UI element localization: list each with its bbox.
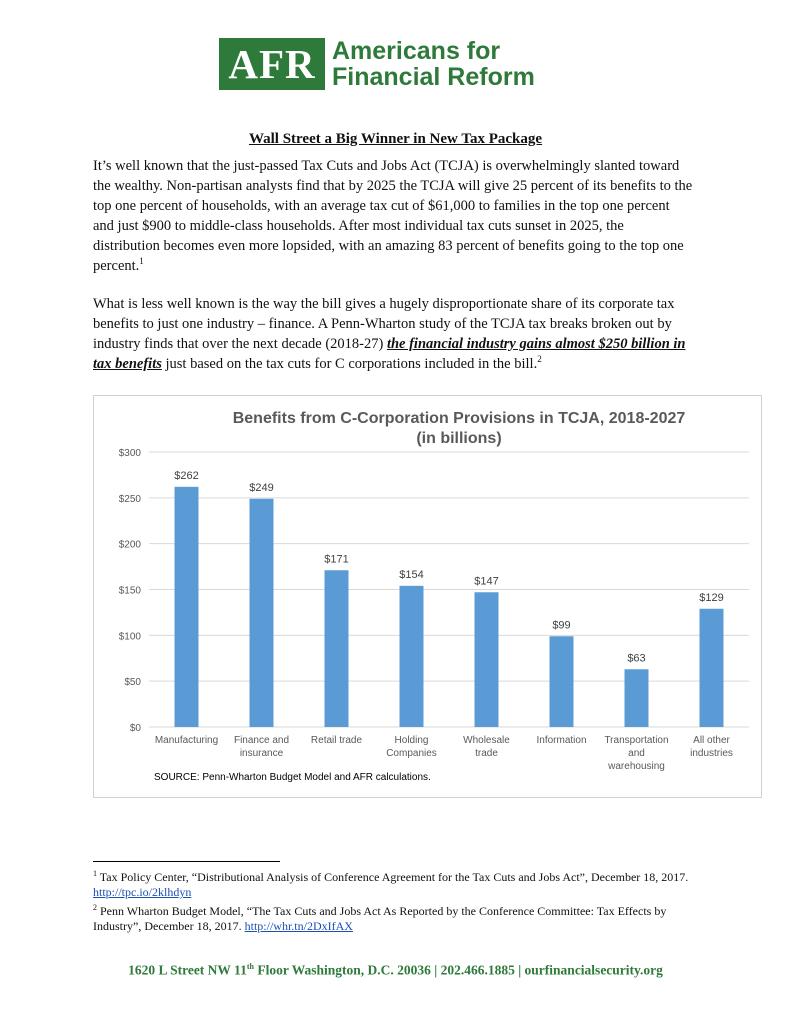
bar-value-label: $63 [627, 652, 646, 665]
document-title: Wall Street a Big Winner in New Tax Package [248, 131, 543, 147]
intro-paragraph [93, 156, 693, 276]
x-tick-label: Companies [386, 748, 437, 759]
chart-canvas [94, 396, 761, 797]
bar [475, 592, 499, 727]
bar [325, 570, 349, 727]
x-tick-label: insurance [239, 748, 284, 759]
footnote-1-link[interactable]: http://tpc.io/2klhdyn [93, 885, 192, 899]
footnote-2-link[interactable]: http://whr.tn/2DxIfAX [244, 919, 353, 933]
x-tick-label: Transportation [604, 735, 669, 746]
y-tick-label: $200 [118, 539, 141, 551]
bar-value-label: $262 [174, 469, 199, 482]
x-tick-label: Holding [394, 735, 429, 746]
x-tick-label: Information [536, 735, 587, 746]
footer-address-end: Floor Washington, D.C. 20036 | 202.466.1885 | ourfinancialsecurity.org [253, 962, 663, 978]
chart-subtitle: (in billions) [416, 430, 502, 447]
x-tick-label: All other [693, 735, 730, 746]
chart-source-note: SOURCE: Penn-Wharton Budget Model and AFR calculations. [154, 772, 431, 783]
footer-address-start: 1620 L Street NW 11 [128, 962, 247, 978]
x-tick-label: Retail trade [310, 735, 363, 746]
logo-text-line2: Financial Reform [332, 63, 535, 91]
logo-text-line1: Americans for [332, 37, 501, 65]
bar [550, 636, 574, 727]
x-tick-label: warehousing [608, 761, 665, 772]
afr-logo-mark: AFR [219, 38, 325, 90]
x-tick-label: Wholesale [463, 735, 510, 746]
footnote-ref-1[interactable]: 1 [139, 256, 144, 267]
bar-value-label: $129 [699, 591, 724, 604]
footer-ordinal: th [246, 962, 254, 971]
footnote-2-number: 2 [93, 903, 97, 912]
bar-value-label: $171 [324, 553, 349, 566]
bar-value-label: $99 [552, 619, 571, 632]
x-tick-label: Manufacturing [154, 735, 219, 746]
bar [250, 499, 274, 727]
bar [400, 586, 424, 727]
intro-paragraph-text: It’s well known that the just-passed Tax Cuts and Jobs Act (TCJA) is overwhelmingly slanted toward the wealthy. Non-partisan analysts find that by 2025 the TCJA will give 25 percent of its benefits to the top one percent of households, with an average tax cut of $61,000 to families in the top one percent and just $900 to middle-class households. After most individual tax cuts sunset in 2025, the distribution becomes even more lopsided, with an amazing 83 percent of benefits going to the top one percent. [93, 158, 693, 274]
y-tick-label: $300 [118, 448, 141, 459]
x-tick-label: industries [690, 748, 733, 759]
y-tick-label: $100 [118, 631, 141, 643]
bar [625, 669, 649, 727]
x-tick-label: trade [475, 748, 498, 759]
footnote-ref-2[interactable]: 2 [537, 354, 542, 365]
y-tick-label: $0 [129, 723, 141, 734]
finance-paragraph [93, 294, 693, 374]
finance-paragraph-text-b: just based on the tax cuts for C corporations included in the bill. [161, 356, 538, 372]
bar [175, 487, 199, 727]
benefits-bar-chart [93, 395, 762, 798]
bar [700, 609, 724, 727]
page-footer [0, 962, 791, 979]
bar-value-label: $147 [474, 575, 499, 588]
footnote-divider [93, 861, 280, 862]
finance-paragraph-text-a: What is less well known is the way the bill gives a hugely disproportionate share of its corporate tax benefits to just one industry – finance. A Penn-Wharton study of the TCJA tax breaks broken out by industry finds that over the next decade (2018-27) [93, 296, 675, 352]
x-tick-label: and [628, 748, 645, 759]
bar-value-label: $154 [399, 568, 424, 581]
y-tick-label: $250 [118, 493, 141, 505]
afr-logo [219, 38, 579, 90]
finance-emphasis: the financial industry gains almost $250 billion in tax benefits [93, 336, 686, 372]
footnote-1-text: Tax Policy Center, “Distributional Analysis of Conference Agreement for the Tax Cuts and Jobs Act”, December 18, 2017. [99, 870, 689, 884]
bar-value-label: $249 [249, 481, 274, 494]
x-tick-label: Finance and [233, 735, 290, 746]
footnote-1 [93, 870, 703, 900]
chart-title: Benefits from C-Corporation Provisions in TCJA, 2018-2027 [232, 410, 686, 427]
y-tick-label: $50 [124, 677, 141, 689]
footnote-1-number: 1 [93, 869, 97, 878]
footnote-2-text: Penn Wharton Budget Model, “The Tax Cuts and Jobs Act As Reported by the Conference Committee: Tax Effects by Industry”, December 18, 2017. [93, 904, 667, 933]
footnote-2 [93, 904, 703, 934]
y-tick-label: $150 [118, 585, 141, 597]
